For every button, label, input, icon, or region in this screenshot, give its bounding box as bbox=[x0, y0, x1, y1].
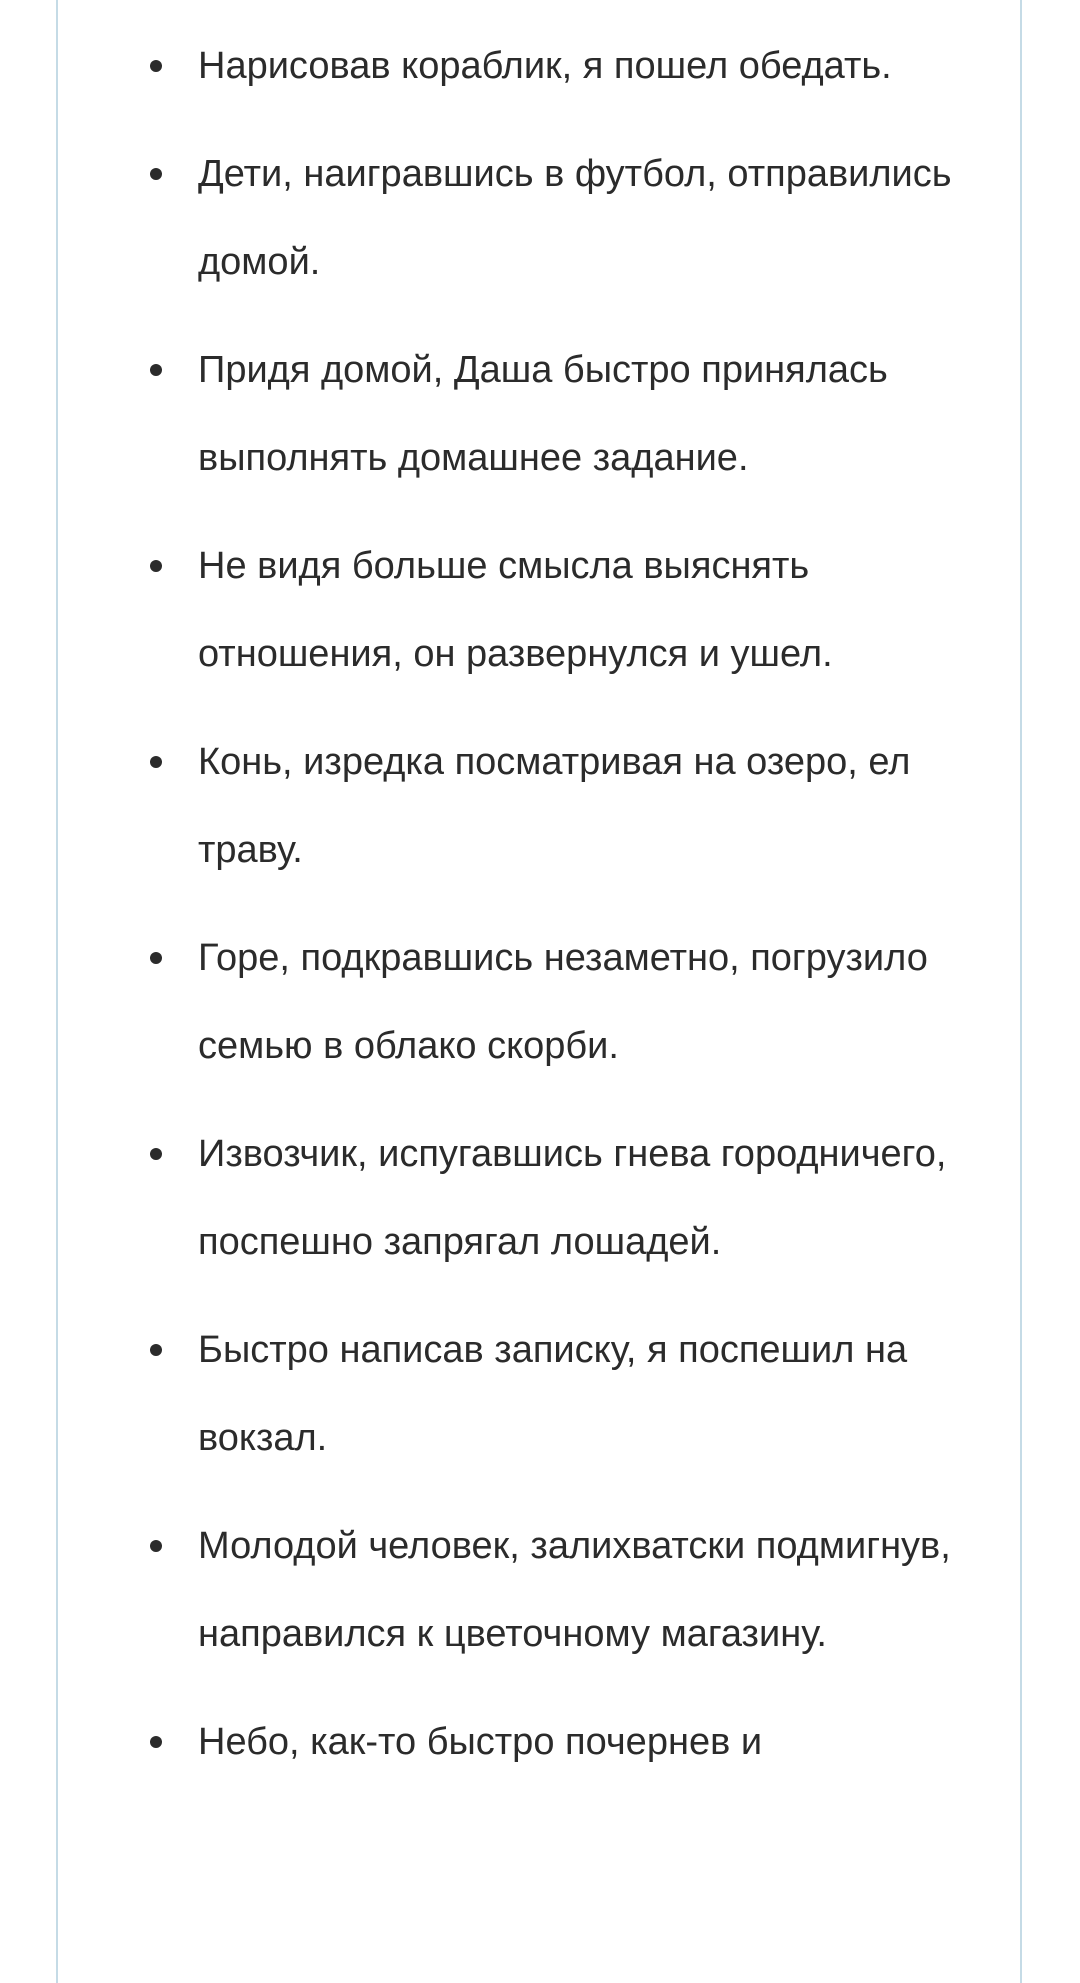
list-item bbox=[58, 1698, 1024, 1786]
list-item bbox=[58, 522, 1024, 698]
bullet-icon bbox=[150, 1736, 162, 1748]
list-item-text: Небо, как-то быстро почернев и bbox=[198, 1721, 763, 1763]
list-item bbox=[58, 326, 1024, 502]
list-item bbox=[58, 914, 1024, 1090]
list-item-text: Горе, подкравшись незаметно, погрузило семью в облако скорби. bbox=[198, 937, 928, 1067]
bullet-icon bbox=[150, 952, 162, 964]
list-item bbox=[58, 22, 1024, 110]
bullet-icon bbox=[150, 60, 162, 72]
bullet-icon bbox=[150, 168, 162, 180]
bullet-icon bbox=[150, 1540, 162, 1552]
list-item bbox=[58, 1502, 1024, 1678]
list-item bbox=[58, 130, 1024, 306]
list-item-text: Извозчик, испугавшись гнева городничего, поспешно запрягал лошадей. bbox=[198, 1133, 947, 1263]
list-item-text: Нарисовав кораблик, я пошел обедать. bbox=[198, 45, 892, 87]
list-item-text: Молодой человек, залихватски подмигнув, направился к цветочному магазину. bbox=[198, 1525, 951, 1655]
bullet-icon bbox=[150, 756, 162, 768]
list-item-text: Конь, изредка посматривая на озеро, ел траву. bbox=[198, 741, 911, 871]
list-item bbox=[58, 1110, 1024, 1286]
bullet-icon bbox=[150, 560, 162, 572]
list-item bbox=[58, 718, 1024, 894]
bullet-icon bbox=[150, 364, 162, 376]
bullet-icon bbox=[150, 1148, 162, 1160]
content-frame bbox=[56, 0, 1022, 1983]
list-item bbox=[58, 1306, 1024, 1482]
list-item-text: Дети, наигравшись в футбол, отправились домой. bbox=[198, 153, 952, 283]
examples-list bbox=[58, 22, 1024, 1806]
list-item-text: Придя домой, Даша быстро принялась выполнять домашнее задание. bbox=[198, 349, 888, 479]
list-item-text: Не видя больше смысла выяснять отношения, он развернулся и ушел. bbox=[198, 545, 833, 675]
bullet-icon bbox=[150, 1344, 162, 1356]
list-item-text: Быстро написав записку, я поспешил на вокзал. bbox=[198, 1329, 908, 1459]
